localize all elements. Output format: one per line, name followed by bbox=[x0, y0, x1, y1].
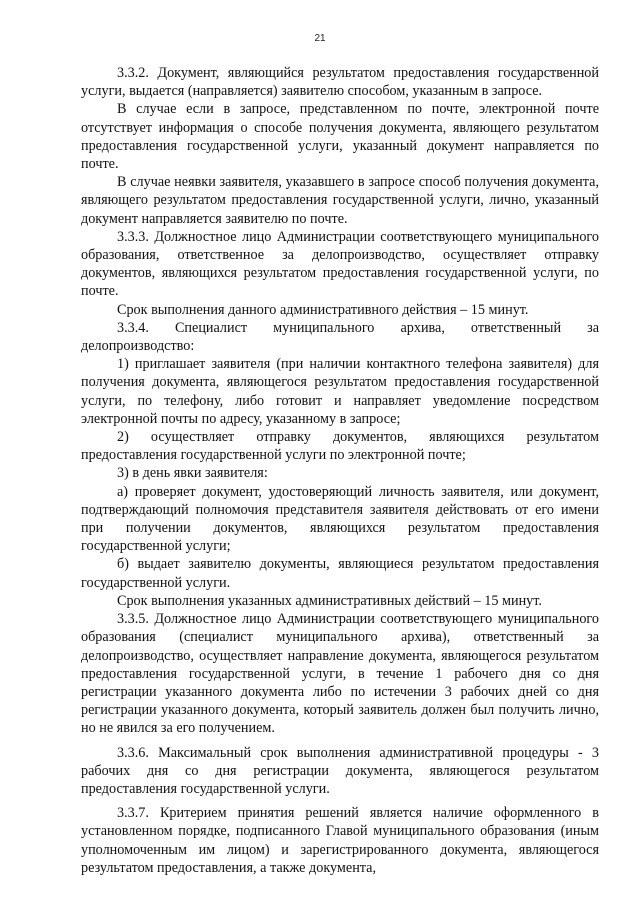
paragraph-3-3-2: 3.3.2. Документ, являющийся результатом предоставления государственной услуги, выдается (направляется) заявителю способом, указанным в запросе. bbox=[81, 65, 599, 100]
paragraph-3-3-4: 3.3.4. Специалист муниципального архива, ответственный за делопроизводство: bbox=[81, 319, 599, 355]
list-item-3b: б) выдает заявителю документы, являющиеся результатом предоставления государственной услуги. bbox=[81, 556, 599, 591]
list-item-3: 3) в день явки заявителя: bbox=[117, 465, 268, 482]
document-body bbox=[81, 64, 599, 877]
list-item-1: 1) приглашает заявителя (при наличии контактного телефона заявителя) для получения документа, являющегося результатом предоставления государственной услуги, по телефону, либо готовит и направляет уведомление посредством электронной почты по адресу, указанному в запросе; bbox=[81, 356, 599, 427]
paragraph-3-3-6: 3.3.6. Максимальный срок выполнения административной процедуры - 3 рабочих дня со дня регистрации документа, являющегося результатом предоставления государственной услуги. bbox=[81, 744, 599, 797]
list-item-3a: а) проверяет документ, удостоверяющий личность заявителя, или документ, подтверждающий полномочия представителя заявителя действовать от его имени при получении документов, являющихся результатом предоставления государственной услуги; bbox=[81, 483, 599, 555]
list-item-2: 2) осуществляет отправку документов, являющихся результатом предоставления государственной услуги по электронной почте; bbox=[81, 429, 599, 464]
paragraph-3-3-7: 3.3.7. Критерием принятия решений является наличие оформленного в установленном порядке, подписанного Главой муниципального образования (иным уполномоченным им лицом) и зарегистрированного документа, являющегося результатом предоставления, а также документа, bbox=[81, 805, 599, 876]
paragraph-deadline-15min: Срок выполнения данного административного действия – 15 минут. bbox=[117, 301, 529, 318]
paragraph-3-3-3: 3.3.3. Должностное лицо Администрации соответствующего муниципального образования, ответственное за делопроизводство, осуществляет отправку документов, являющихся результатом предоставления государственной услуги, по почте. bbox=[81, 228, 599, 300]
paragraph-email-missing-info: В случае если в запросе, представленном по почте, электронной почте отсутствует информация о способе получения документа, являющего результатом предоставления государственной услуги, указанный документ направляется по почте. bbox=[81, 101, 599, 173]
paragraph-deadline-actions: Срок выполнения указанных административных действий – 15 минут. bbox=[117, 592, 542, 609]
paragraph-3-3-5: 3.3.5. Должностное лицо Администрации соответствующего муниципального образования (специалист муниципального архива), ответственный за делопроизводство, осуществляет направление документа, являющегося результатом предоставления государственной услуги, в течение 1 рабочего дня со дня регистрации указанного документа либо по истечении 3 рабочих дней со дня регистрации указанного документа, который заявитель должен был получить лично, но не явился за его получением. bbox=[81, 611, 599, 737]
paragraph-no-show: В случае неявки заявителя, указавшего в запросе способ получения документа, являющего результатом предоставления государственной услуги, лично, указанный документ направляется заявителю по почте. bbox=[81, 174, 599, 227]
page-number: 21 bbox=[314, 33, 326, 44]
